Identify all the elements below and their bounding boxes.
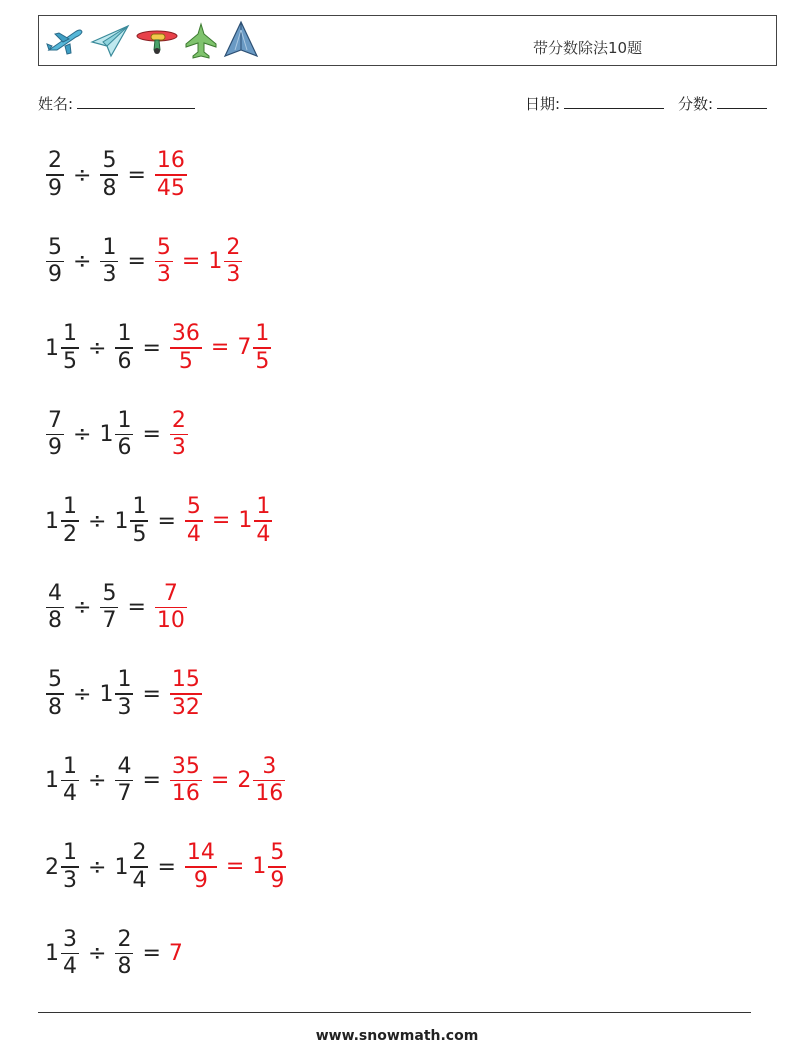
- divisor-denominator: 6: [117, 348, 132, 374]
- answer-numerator: 1: [255, 321, 270, 347]
- divisor-numerator: 1: [117, 321, 132, 347]
- dividend-denominator: 4: [63, 954, 77, 980]
- answer: [154, 148, 188, 201]
- dividend-denominator: 5: [63, 348, 77, 374]
- divisor-fraction: [115, 667, 133, 720]
- answer-denominator: 9: [270, 867, 285, 893]
- divide-sign: ÷: [88, 941, 107, 966]
- answer-denominator: 4: [256, 521, 271, 547]
- equals-sign: =: [127, 595, 146, 620]
- divide-sign: ÷: [88, 768, 107, 793]
- dividend-numerator: 1: [63, 494, 77, 520]
- answer-fraction: [155, 148, 187, 201]
- dividend-fraction: [46, 667, 64, 720]
- answer-denominator: 3: [156, 262, 171, 288]
- divisor-fraction: [130, 840, 148, 893]
- paper-plane-icon: [89, 20, 131, 60]
- answer: [169, 321, 272, 374]
- answer-numerator: 35: [171, 753, 200, 779]
- answer-numerator: 5: [270, 840, 285, 866]
- airplane-icon: [45, 20, 85, 60]
- stealth-jet-icon: [223, 20, 259, 60]
- problem-row: [45, 405, 189, 465]
- score-blank[interactable]: [717, 94, 767, 109]
- dividend-whole: 1: [45, 335, 59, 361]
- problem-row: [45, 578, 188, 638]
- problem-row: [45, 924, 184, 984]
- answer-whole: 2: [237, 767, 252, 793]
- divisor-denominator: 7: [102, 608, 117, 634]
- biplane-icon: [135, 20, 179, 60]
- answer-fraction: [170, 667, 202, 720]
- answer-denominator: 3: [226, 262, 241, 288]
- footer-site: www.snowmath.com: [315, 1028, 479, 1044]
- answer-fraction: [170, 408, 188, 461]
- answer-fraction: [253, 754, 285, 807]
- dividend-fraction: [61, 494, 79, 547]
- equals-sign: =: [157, 854, 176, 880]
- answer-denominator: 4: [186, 521, 201, 547]
- answer-whole: 1: [252, 854, 267, 880]
- answer: [154, 235, 243, 288]
- equals-sign: =: [127, 162, 146, 188]
- dividend-whole: 1: [45, 768, 59, 793]
- problem-row: [45, 491, 273, 551]
- divisor-fraction: [100, 235, 118, 288]
- divisor-numerator: 1: [132, 494, 147, 520]
- answer-equals-sign: =: [210, 767, 230, 793]
- equals-sign: =: [127, 249, 146, 274]
- divisor-numerator: 2: [132, 840, 147, 866]
- divide-sign: ÷: [73, 595, 92, 620]
- problem-row: [45, 664, 203, 724]
- equals-sign: =: [142, 422, 161, 447]
- divisor-fraction: [115, 321, 133, 374]
- answer-fraction: [253, 321, 271, 374]
- divisor-denominator: 4: [132, 867, 147, 893]
- dividend-denominator: 8: [48, 608, 62, 634]
- divisor-denominator: 3: [102, 262, 117, 288]
- dividend-whole: 1: [45, 508, 59, 534]
- equals-sign: =: [142, 335, 161, 361]
- answer: [169, 408, 189, 461]
- divide-sign: ÷: [88, 854, 107, 880]
- dividend-denominator: 9: [48, 175, 62, 201]
- dividend-numerator: 2: [48, 148, 62, 174]
- answer-numerator: 1: [256, 494, 271, 520]
- dividend-fraction: [61, 321, 79, 374]
- answer-numerator: 7: [163, 580, 178, 606]
- divide-sign: ÷: [73, 681, 92, 707]
- equals-sign: =: [157, 508, 176, 534]
- answer-numerator: 36: [171, 321, 200, 347]
- answer: [154, 581, 188, 634]
- answer-whole: 1: [208, 248, 223, 274]
- dividend-fraction: [46, 581, 64, 634]
- dividend-whole: 1: [45, 941, 59, 966]
- divide-sign: ÷: [73, 162, 92, 188]
- equals-sign: =: [142, 941, 161, 966]
- divisor-fraction: [115, 754, 133, 807]
- divisor-denominator: 8: [117, 954, 132, 980]
- answer-numerator: 5: [156, 234, 171, 260]
- answer-fraction: [224, 235, 242, 288]
- answer-equals-sign: =: [210, 335, 230, 361]
- divisor-whole: 1: [114, 854, 129, 880]
- problem-row: [45, 145, 188, 205]
- name-field: [38, 93, 195, 114]
- answer-denominator: 10: [156, 608, 185, 634]
- divisor-denominator: 3: [117, 694, 132, 720]
- dividend-fraction: [61, 840, 79, 893]
- divisor-numerator: 1: [102, 234, 117, 260]
- divide-sign: ÷: [88, 335, 107, 361]
- answer-equals-sign: =: [181, 248, 201, 274]
- answer-numerator: 5: [186, 494, 201, 520]
- dividend-numerator: 4: [48, 580, 62, 606]
- answer-numerator: 16: [156, 148, 185, 174]
- answer-whole: 7: [168, 941, 183, 966]
- problem-row: [45, 837, 287, 897]
- header-icons: [45, 20, 259, 60]
- answer-denominator: 5: [178, 348, 193, 374]
- answer-numerator: 2: [171, 407, 186, 433]
- divide-sign: ÷: [88, 508, 107, 534]
- answer-numerator: 14: [186, 840, 215, 866]
- divisor-numerator: 1: [117, 407, 132, 433]
- divisor-fraction: [115, 927, 133, 980]
- divisor-numerator: 1: [117, 667, 132, 693]
- dividend-whole: 2: [45, 854, 59, 880]
- divisor-whole: 1: [114, 508, 129, 534]
- divisor-fraction: [100, 148, 118, 201]
- dividend-numerator: 1: [63, 840, 77, 866]
- answer: [184, 494, 273, 547]
- answer: [169, 754, 286, 807]
- answer-fraction: [170, 754, 202, 807]
- header-box: [38, 15, 777, 66]
- answer-fraction: [155, 581, 187, 634]
- worksheet-title: 带分数除法10题: [533, 39, 643, 57]
- dividend-numerator: 1: [63, 321, 77, 347]
- dividend-fraction: [46, 148, 64, 201]
- dividend-numerator: 1: [63, 753, 77, 779]
- dividend-fraction: [46, 408, 64, 461]
- answer-fraction: [185, 840, 217, 893]
- dividend-numerator: 5: [48, 667, 62, 693]
- dividend-fraction: [46, 235, 64, 288]
- divisor-whole: 1: [99, 422, 114, 447]
- answer-fraction: [155, 235, 173, 288]
- divisor-denominator: 7: [117, 781, 132, 807]
- divisor-numerator: 5: [102, 580, 117, 606]
- divisor-fraction: [100, 581, 118, 634]
- fighter-jet-icon: [183, 20, 219, 60]
- divisor-numerator: 4: [117, 753, 132, 779]
- divisor-denominator: 8: [102, 175, 117, 201]
- answer-equals-sign: =: [211, 508, 231, 534]
- problem-row: [45, 318, 272, 378]
- dividend-denominator: 9: [48, 262, 62, 288]
- name-label: 姓名:: [38, 95, 74, 113]
- equals-sign: =: [142, 768, 161, 793]
- divide-sign: ÷: [73, 249, 92, 274]
- divide-sign: ÷: [73, 422, 92, 447]
- footer-divider: [38, 1012, 751, 1013]
- divisor-fraction: [130, 494, 148, 547]
- dividend-denominator: 8: [48, 694, 62, 720]
- answer-fraction: [254, 494, 272, 547]
- answer-denominator: 45: [156, 175, 185, 201]
- dividend-numerator: 5: [48, 234, 62, 260]
- answer-numerator: 15: [171, 667, 200, 693]
- name-blank[interactable]: [77, 94, 195, 109]
- answer-fraction: [170, 321, 202, 374]
- answer-equals-sign: =: [225, 854, 245, 880]
- dividend-numerator: 7: [48, 407, 62, 433]
- problem-row: [45, 232, 243, 292]
- answer-denominator: 5: [255, 348, 270, 374]
- answer-denominator: 3: [171, 435, 186, 461]
- answer-denominator: 9: [193, 867, 208, 893]
- dividend-fraction: [61, 754, 79, 807]
- answer: [184, 840, 287, 893]
- answer: [169, 941, 184, 966]
- answer-fraction: [185, 494, 203, 547]
- dividend-denominator: 2: [63, 521, 77, 547]
- divisor-numerator: 2: [117, 926, 132, 952]
- answer-denominator: 16: [171, 781, 200, 807]
- answer: [169, 667, 203, 720]
- dividend-denominator: 3: [63, 867, 77, 893]
- dividend-denominator: 4: [63, 781, 77, 807]
- score-label: 分数:: [678, 95, 714, 113]
- problem-row: [45, 751, 286, 811]
- score-field: [678, 93, 767, 114]
- dividend-denominator: 9: [48, 435, 62, 461]
- dividend-numerator: 3: [63, 926, 77, 952]
- divisor-whole: 1: [99, 681, 114, 707]
- answer-numerator: 2: [226, 234, 241, 260]
- answer-fraction: [268, 840, 286, 893]
- answer-denominator: 16: [255, 781, 284, 807]
- answer-whole: 7: [237, 335, 252, 361]
- dividend-fraction: [61, 927, 79, 980]
- answer-denominator: 32: [171, 694, 200, 720]
- date-field: [525, 93, 664, 114]
- divisor-denominator: 5: [132, 521, 147, 547]
- answer-numerator: 3: [262, 753, 277, 779]
- divisor-fraction: [115, 408, 133, 461]
- divisor-denominator: 6: [117, 435, 132, 461]
- equals-sign: =: [142, 681, 161, 707]
- divisor-numerator: 5: [102, 148, 117, 174]
- date-label: 日期:: [525, 95, 561, 113]
- answer-whole: 1: [238, 508, 253, 534]
- date-blank[interactable]: [564, 94, 664, 109]
